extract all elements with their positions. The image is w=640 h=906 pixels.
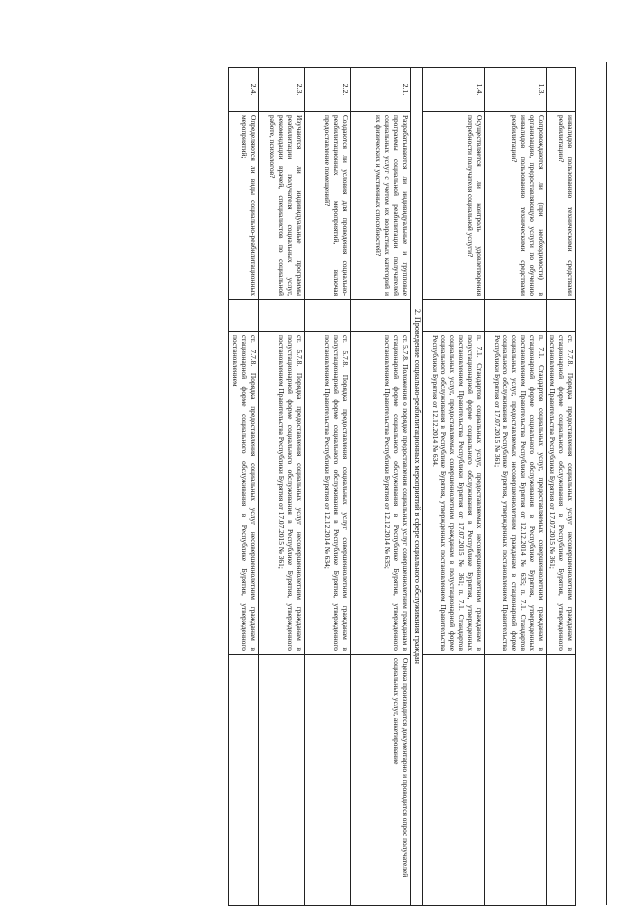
question-cell: инвалидов пользованию техническими средствами реабилитации? bbox=[546, 112, 575, 300]
row-number: 2.2. bbox=[304, 68, 350, 112]
question-cell: Создаются ли условия для проведения социально-реабилитационных мероприятий, включая предоставление помещений? bbox=[304, 112, 350, 300]
checklist-table bbox=[228, 67, 576, 906]
row-number: 2.3. bbox=[258, 68, 304, 112]
method-cell bbox=[422, 655, 484, 906]
empty-cell bbox=[350, 300, 410, 332]
norm-reference-cell: ст. 5.7.8. Порядка предоставления социальных услуг совершеннолетним гражданам в полустационарной форме социального обслуживания в Республике Бурятия, утвержденного постановлением Правительства Республики Бурятия от 12.12.2014 № 634; bbox=[304, 332, 350, 655]
row-number: 2.4. bbox=[228, 68, 258, 112]
question-cell: Изучаются ли индивидуальные программы реабилитации получателя социальных услуг, рекомендации врачей, специалистов по социальной работе, психологов? bbox=[258, 112, 304, 300]
table-row bbox=[304, 68, 350, 906]
norm-reference-cell: ст. 5.7.8. Положения о порядке предоставления социальных услуг совершеннолетним гражданам в стационарной форме социального обслуживания в Республике Бурятия, утвержденного постановлением Правительства Республики Бурятия от 12.12.2014 № 635; bbox=[350, 332, 410, 655]
norm-reference-cell: ст. 7.7.8. Порядка предоставления социальных услуг несовершеннолетним гражданам в стационарной форме социального обслуживания в Республике Бурятия, утвержденного постановлением bbox=[228, 332, 258, 655]
question-cell: Определяются ли виды социально-реабилитационных мероприятий; bbox=[228, 112, 258, 300]
empty-cell bbox=[258, 300, 304, 332]
question-cell: Осуществляется ли контроль удовлетворения потребности получателя социальной услуги? bbox=[422, 112, 484, 300]
method-cell bbox=[228, 655, 258, 906]
norm-reference-cell: п. 7.1. Стандартов социальных услуг, предоставляемых несовершеннолетним гражданам в полустационарной форме социального обслуживания в Республике Бурятия, утвержденных постановлением Правительства Республики Бурятия от 17.07.2015 № 361; п. 7.1. Стандартов социальных услуг, предоставляемых совершеннолетним гражданам в полустационарной форме социального обслуживания в Республике Бурятия, утвержденных постановлением Правительства Республики Бурятия от 12.12.2014 № 634. bbox=[422, 332, 484, 655]
empty-cell bbox=[422, 300, 484, 332]
method-cell: Оценка производится документарно и проводится опрос получателей социальных услуг, анкетирование bbox=[350, 655, 410, 906]
table-row bbox=[258, 68, 304, 906]
table-row bbox=[350, 68, 410, 906]
question-cell: Сопровождаются ли (при необходимости) в организацию, предоставляющую услуги по обучению инвалидов пользованию техническими средствами реабилитации? bbox=[484, 112, 546, 300]
row-number: 2.1. bbox=[350, 68, 410, 112]
row-number: 1.4. bbox=[422, 68, 484, 112]
empty-cell bbox=[228, 300, 258, 332]
empty-cell bbox=[304, 300, 350, 332]
empty-cell bbox=[546, 300, 575, 332]
top-rule bbox=[606, 62, 607, 905]
table-row bbox=[228, 68, 258, 906]
section-title: 2. Проведение социально-реабилитационных мероприятий в сфере социального обслуживания граждан bbox=[410, 68, 422, 906]
row-number bbox=[546, 68, 575, 112]
method-cell bbox=[304, 655, 350, 906]
table-row bbox=[484, 68, 546, 906]
norm-reference-cell: ст. 5.7.8. Порядка предоставления социальных услуг несовершеннолетним гражданам в полустационарной форме социального обслуживания в Республике Бурятия, утвержденного постановлением Правительства Республики Бурятия от 17.07.2015 № 361; bbox=[258, 332, 304, 655]
method-cell bbox=[484, 655, 546, 906]
method-cell bbox=[258, 655, 304, 906]
table-row bbox=[422, 68, 484, 906]
table-row bbox=[546, 68, 575, 906]
norm-reference-cell: п. 7.1. Стандартов социальных услуг, предоставляемых совершеннолетним гражданам в стационарной форме социального обслуживания в Республике Бурятия, утвержденных постановлением Правительства Республики Бурятия от 12.12.2014 № 635; п. 7.1. Стандартов социальных услуг, предоставляемых несовершеннолетним гражданам в стационарной форме социального обслуживания в Республике Бурятия, утвержденных постановлением Правительства Республики Бурятия от 17.07.2015 № 361; bbox=[484, 332, 546, 655]
question-cell: Разрабатываются ли индивидуальные и групповые программы социальной реабилитации получателей социальных услуг с учетом их возрастных категорий и их физических и умственных способностей? bbox=[350, 112, 410, 300]
method-cell bbox=[546, 655, 575, 906]
empty-cell bbox=[484, 300, 546, 332]
norm-reference-cell: ст. 7.7.8. Порядка предоставления социальных услуг несовершеннолетним гражданам в стационарной форме социального обслуживания в Республике Бурятия, утвержденного постановлением Правительства Республики Бурятия от 17.07.2015 № 361; bbox=[546, 332, 575, 655]
row-number: 1.3. bbox=[484, 68, 546, 112]
section-header-row bbox=[410, 68, 422, 906]
